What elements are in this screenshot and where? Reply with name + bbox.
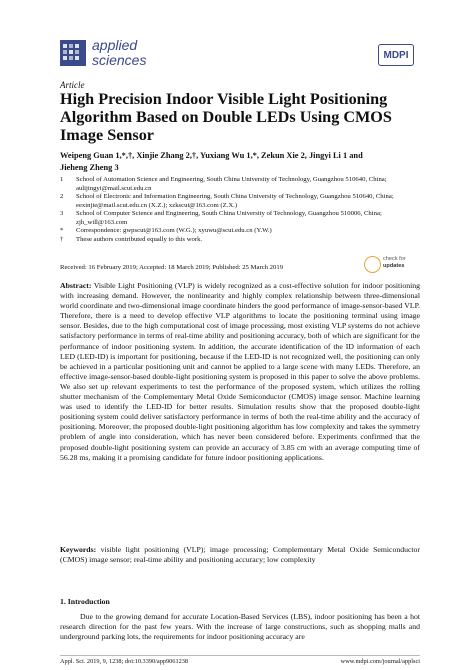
journal-name <box>92 38 146 68</box>
check-updates-icon <box>364 256 381 273</box>
check-updates-line1: check for <box>383 256 406 262</box>
check-for-updates-button[interactable] <box>364 255 416 275</box>
section-heading: 1. Introduction <box>60 597 110 606</box>
affiliation-item <box>60 193 420 210</box>
check-updates-label <box>383 256 406 270</box>
article-type: Article <box>60 80 85 90</box>
paper-title: High Precision Indoor Visible Light Positioning Algorithm Based on Double LEDs Using CMOS Image Sensor <box>60 90 392 144</box>
abstract-label: Abstract: <box>60 281 92 290</box>
keywords-text: visible light positioning (VLP); image processing; Complementary Metal Oxide Semiconductor (CMOS) image sensor; real-time ability and positioning accuracy; low complexity <box>60 545 420 565</box>
correspondence-item <box>60 227 420 236</box>
affiliation-text: School of Computer Science and Engineering, South China University of Technology, Guangzhou 510006, China; zjh_will@163.com <box>76 210 382 226</box>
equal-contribution-mark: † <box>60 235 64 243</box>
affiliation-item <box>60 176 420 193</box>
author-list <box>60 150 420 174</box>
journal-url-link[interactable]: www.mdpi.com/journal/applsci <box>340 658 420 665</box>
equal-contribution-note <box>60 236 420 245</box>
publisher-logo: MDPI <box>378 44 414 66</box>
abstract-text: Visible Light Positioning (VLP) is widely recognized as a cost-effective solution for indoor positioning with increasing demand. However, the nonlinearity and highly complex relationship between three-dimensional world coordinate and two-dimensional image coordinate hinders the good performance of image-sensor-based VLP. Therefore, there is a need to develop effective VLP algorithms to locate the positioning terminal using image sensor. Besides, due to the high computational cost of image processing, most existing VLP systems do not achieve satisfactory performance in terms of real-time ability and positioning accuracy, both of which are significant for the performance of indoor positioning system. In addition, the accurate identification of the ID information of each LED (LED-ID) is important for positioning, because if the LED-ID is not recognized well, the positioning can only be achieved in a particular positioning unit and cannot be applied to a large scene with many LEDs. Therefore, an effective image-sensor-based double-light positioning system is proposed in this paper to solve the above problems. We also set up relevant experiments to test the performance of the proposed system, which utilizes the rolling shutter mechanism of the Complementary Metal Oxide Semiconductor (CMOS) image sensor. Machine learning was used to identify the LED-ID for better results. Simulation results show that the proposed double-light positioning system could deliver satisfactory performance in terms of both the real-time ability and the accuracy of positioning. Moreover, the proposed double-light positioning algorithm has low complexity and takes the symmetry problem of angle into consideration, which has never been considered before. Experiments confirmed that the proposed double-light positioning system can provide an accuracy of 3.85 cm with an average computing time of 56.28 ms, making it a promising candidate for future indoor positioning applications. <box>60 281 420 462</box>
citation-footer: Appl. Sci. 2019, 9, 1238; doi:10.3390/app9061238 <box>60 658 189 665</box>
affiliation-mark: 2 <box>60 193 64 200</box>
affiliation-mark: 1 <box>60 176 64 183</box>
affiliation-mark: 3 <box>60 210 64 217</box>
author-line-2: Jieheng Zheng 3 <box>60 163 119 172</box>
affiliation-text: School of Automation Science and Engineering, South China University of Technology, Guangzhou 510640, China; aulijingyi@mail.scut.edu.cn <box>76 176 387 192</box>
introduction-paragraph: Due to the growing demand for accurate Location-Based Services (LBS), indoor positioning has been a hot research direction for the past few years. With the increase of large constructions, such as shopping malls and underground parking lots, the requirements for indoor positioning accuracy are <box>60 612 420 642</box>
publication-dates: Received: 16 February 2019; Accepted: 18 March 2019; Published: 25 March 2019 <box>60 264 284 271</box>
check-updates-line2: updates <box>383 263 405 269</box>
keywords-label: Keywords: <box>60 545 97 554</box>
author-line-1: Weipeng Guan 1,*,†, Xinjie Zhang 2,†, Yuxiang Wu 1,*, Zekun Xie 2, Jingyi Li 1 and <box>60 151 363 160</box>
journal-name-line2: sciences <box>92 52 147 68</box>
journal-logo-icon <box>60 40 86 66</box>
affiliation-item <box>60 210 420 227</box>
journal-name-line1: applied <box>92 37 138 53</box>
affiliations <box>60 176 420 244</box>
equal-contribution-text: These authors contributed equally to this work. <box>76 235 203 243</box>
keywords <box>60 545 420 565</box>
footer-divider <box>60 655 420 656</box>
correspondence-mark: * <box>60 227 64 234</box>
affiliation-text: School of Electronic and Information Engineering, South China University of Technology, Guangzhou 510640, China; eexinjie@mail.scut.edu.cn (X.Z.); xzkscut@163.com (Z.X.) <box>76 193 394 209</box>
abstract <box>60 281 420 463</box>
correspondence-text[interactable]: Correspondence: gwpscut@163.com (W.G.); xyuwu@scut.edu.cn (Y.W.) <box>76 227 272 234</box>
